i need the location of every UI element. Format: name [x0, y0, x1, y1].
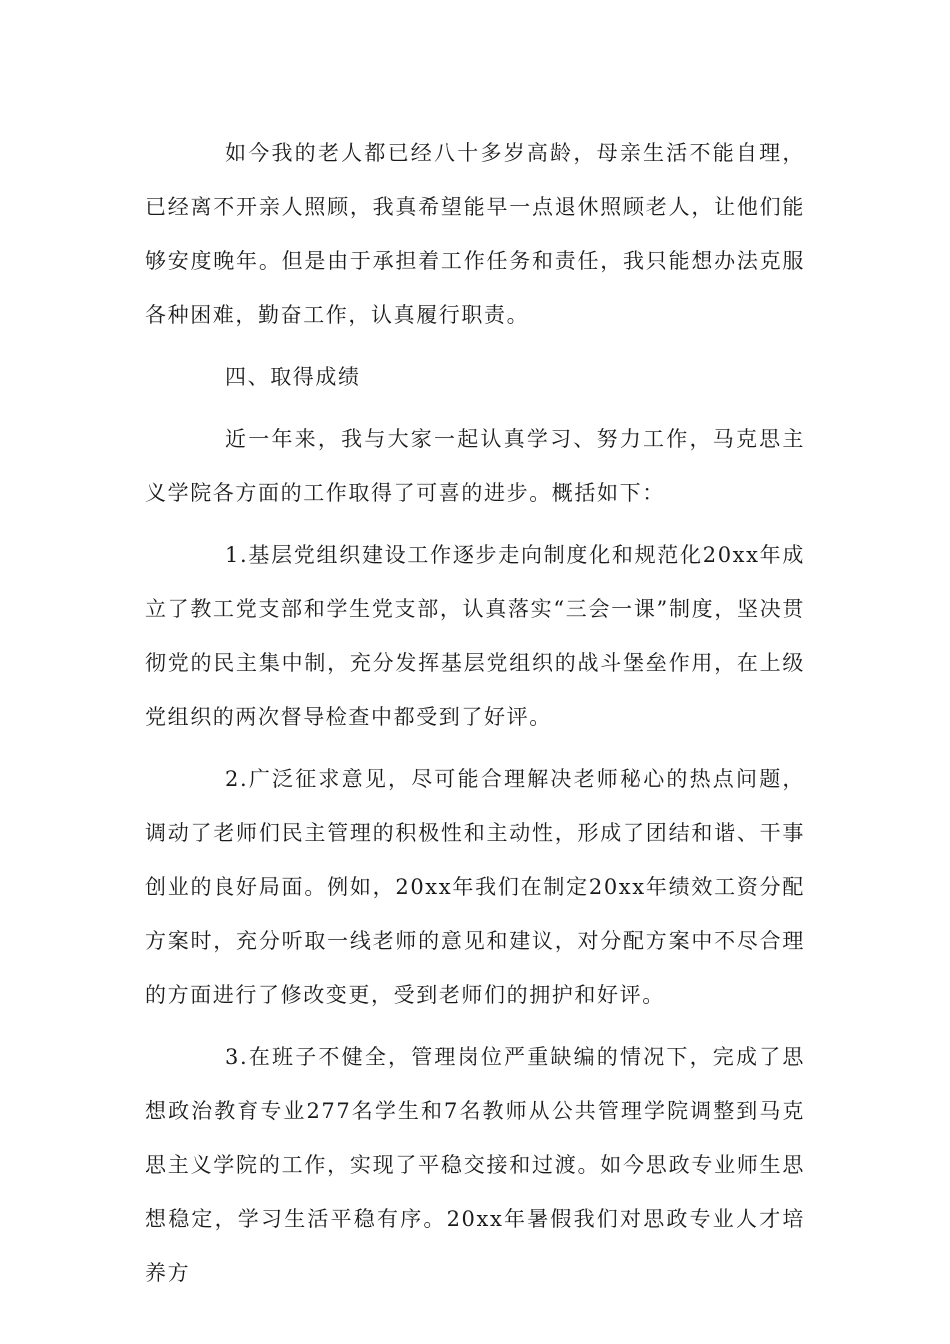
document-body — [145, 126, 805, 1300]
section-heading-achievements: 四、取得成绩 — [225, 365, 361, 389]
paragraph-elderly-parents: 如今我的老人都已经八十多岁高龄，母亲生活不能自理，已经离不开亲人照顾，我真希望能早一点退休照顾老人，让他们能够安度晚年。但是由于承担着工作任务和责任，我只能想办法克服各种困难，勤奋工作，认真履行职责。 — [145, 141, 805, 327]
paragraph-item-2: 2.广泛征求意见，尽可能合理解决老师秘心的热点问题，调动了老师们民主管理的积极性和主动性，形成了团结和谐、干事创业的良好局面。例如，20xx年我们在制定20xx年绩效工资分配方案时，充分听取一线老师的意见和建议，对分配方案中不尽合理的方面进行了修改变更，受到老师们的拥护和好评。 — [145, 767, 805, 1007]
paragraph-summary-intro: 近一年来，我与大家一起认真学习、努力工作，马克思主义学院各方面的工作取得了可喜的进步。概括如下： — [145, 427, 805, 505]
paragraph-item-3: 3.在班子不健全，管理岗位严重缺编的情况下，完成了思想政治教育专业277名学生和7名教师从公共管理学院调整到马克思主义学院的工作，实现了平稳交接和过渡。如今思政专业师生思想稳定，学习生活平稳有序。20xx年暑假我们对思政专业人才培养方 — [145, 1045, 805, 1285]
paragraph-item-1: 1.基层党组织建设工作逐步走向制度化和规范化20xx年成立了教工党支部和学生党支部，认真落实“三会一课”制度，坚决贯彻党的民主集中制，充分发挥基层党组织的战斗堡垒作用，在上级党组织的两次督导检查中都受到了好评。 — [145, 543, 805, 729]
